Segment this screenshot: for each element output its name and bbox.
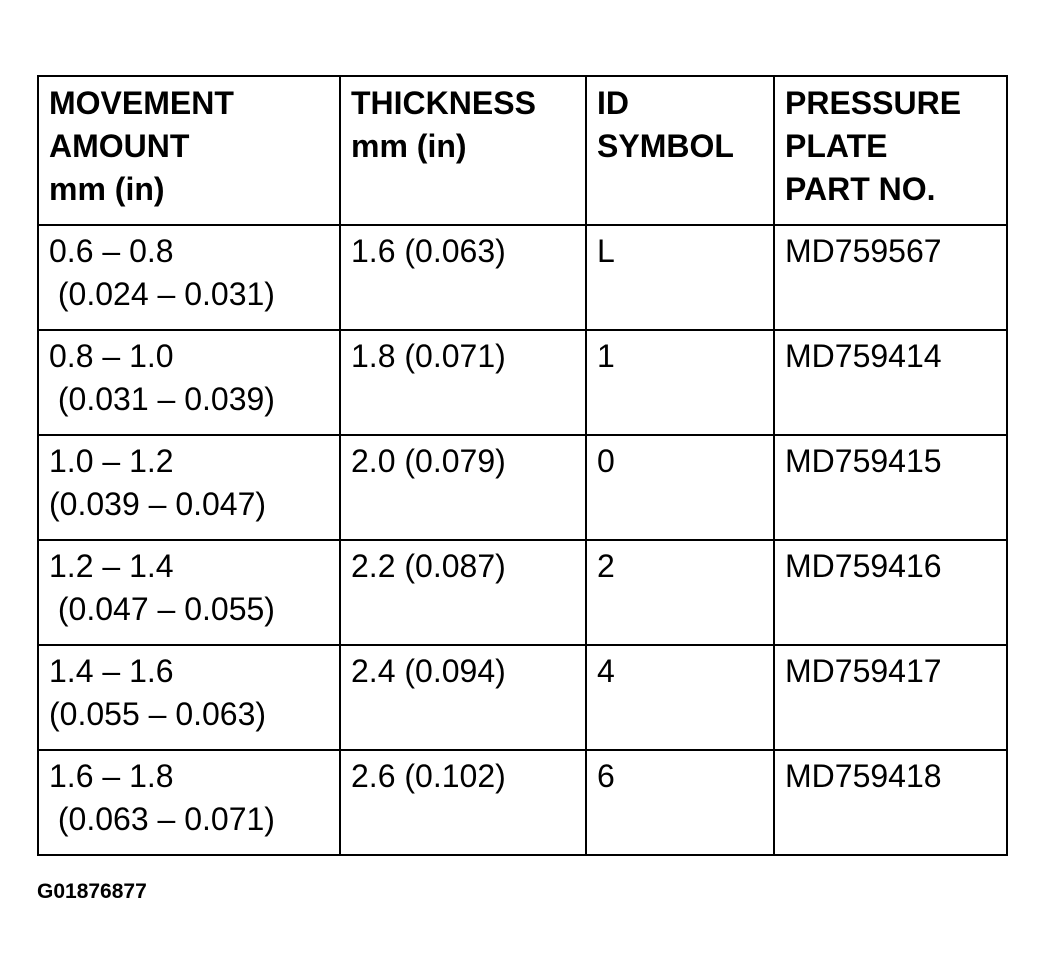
cell-thickness: 2.0 (0.079) — [340, 435, 586, 540]
movement-range-mm: 1.6 – 1.8 — [49, 758, 174, 794]
header-line: PART NO. — [785, 171, 936, 207]
cell-part-no: MD759418 — [774, 750, 1007, 855]
table-header-row — [38, 76, 1007, 225]
cell-movement-amount — [38, 225, 340, 330]
cell-id-symbol: 4 — [586, 645, 774, 750]
header-line: THICKNESS — [351, 85, 536, 121]
header-part-no — [774, 76, 1007, 225]
cell-part-no: MD759417 — [774, 645, 1007, 750]
cell-movement-amount — [38, 435, 340, 540]
cell-movement-amount — [38, 645, 340, 750]
cell-part-no: MD759567 — [774, 225, 1007, 330]
movement-range-mm: 1.4 – 1.6 — [49, 653, 174, 689]
cell-part-no: MD759416 — [774, 540, 1007, 645]
cell-id-symbol: L — [586, 225, 774, 330]
movement-range-in: (0.024 – 0.031) — [49, 276, 275, 312]
header-id-symbol — [586, 76, 774, 225]
cell-id-symbol: 0 — [586, 435, 774, 540]
cell-thickness: 2.6 (0.102) — [340, 750, 586, 855]
table-row — [38, 330, 1007, 435]
header-movement-amount — [38, 76, 340, 225]
figure-id: G01876877 — [37, 880, 147, 903]
header-line: SYMBOL — [597, 128, 734, 164]
table-row — [38, 540, 1007, 645]
table-row — [38, 750, 1007, 855]
header-thickness — [340, 76, 586, 225]
cell-thickness: 2.2 (0.087) — [340, 540, 586, 645]
header-line: PRESSURE — [785, 85, 962, 121]
cell-part-no: MD759415 — [774, 435, 1007, 540]
cell-id-symbol: 6 — [586, 750, 774, 855]
cell-thickness: 1.8 (0.071) — [340, 330, 586, 435]
cell-part-no: MD759414 — [774, 330, 1007, 435]
pressure-plate-spec-table — [37, 75, 1008, 856]
cell-id-symbol: 2 — [586, 540, 774, 645]
header-line: mm (in) — [351, 128, 467, 164]
movement-range-mm: 1.2 – 1.4 — [49, 548, 174, 584]
movement-range-in: (0.039 – 0.047) — [49, 486, 267, 522]
movement-range-in: (0.031 – 0.039) — [49, 381, 275, 417]
cell-movement-amount — [38, 540, 340, 645]
movement-range-in: (0.055 – 0.063) — [49, 696, 267, 732]
table-row — [38, 435, 1007, 540]
cell-thickness: 2.4 (0.094) — [340, 645, 586, 750]
movement-range-mm: 0.8 – 1.0 — [49, 338, 174, 374]
movement-range-in: (0.047 – 0.055) — [49, 591, 275, 627]
table-row — [38, 225, 1007, 330]
movement-range-in: (0.063 – 0.071) — [49, 801, 275, 837]
header-line: ID — [597, 85, 629, 121]
header-line: AMOUNT — [49, 128, 190, 164]
cell-movement-amount — [38, 750, 340, 855]
cell-thickness: 1.6 (0.063) — [340, 225, 586, 330]
cell-id-symbol: 1 — [586, 330, 774, 435]
movement-range-mm: 0.6 – 0.8 — [49, 233, 174, 269]
header-line: MOVEMENT — [49, 85, 234, 121]
header-line: PLATE — [785, 128, 888, 164]
header-line: mm (in) — [49, 171, 165, 207]
cell-movement-amount — [38, 330, 340, 435]
movement-range-mm: 1.0 – 1.2 — [49, 443, 174, 479]
table-row — [38, 645, 1007, 750]
